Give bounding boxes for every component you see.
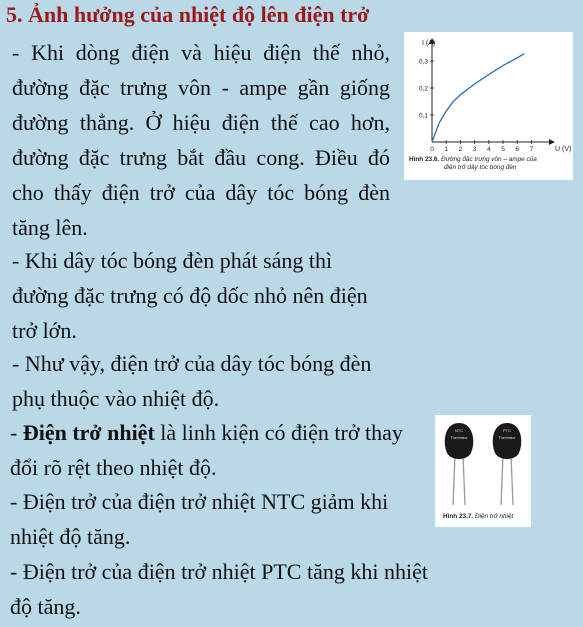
thermistor-photo [435, 415, 531, 515]
thermistor-term: Điện trở nhiệt [22, 420, 155, 445]
iv-curve [432, 54, 524, 142]
ntc-label: NTC [454, 428, 464, 433]
y-tick-label: 0,1 [418, 112, 428, 120]
x-tick-label: 2 [458, 146, 463, 153]
figure-thermistors [435, 415, 531, 527]
figure-iv-characteristic [404, 32, 573, 180]
x-tick-label: 7 [529, 146, 534, 153]
figure1-number: Hình 23.6. [409, 156, 440, 163]
paragraph-ptc: - Điện trở của điện trở nhiệt PTC tăng khi nhiệt độ tăng. [10, 559, 428, 619]
y-tick-label: 0,2 [418, 85, 428, 93]
section-title: 5. Ảnh hưởng của nhiệt độ lên điện trở [6, 2, 370, 27]
y-axis-label: I (A) [422, 40, 436, 47]
definition-text: là linh kiện có điện trở thay đổi rõ rệt theo nhiệt độ. [10, 420, 403, 480]
figure1-caption-line2: điện trở dây tóc bóng đèn [444, 164, 517, 171]
figure2-caption [443, 513, 513, 520]
ptc-label: PTC [503, 428, 511, 433]
paragraph-ntc: - Điện trở của điện trở nhiệt NTC giảm khi nhiệt độ tăng. [10, 489, 389, 549]
figure1-caption-2 [444, 164, 516, 171]
x-tick-label: 6 [515, 146, 520, 153]
x-tick-label: 1 [444, 146, 449, 153]
ntc-sub: Thermistor [450, 436, 468, 440]
paragraph-glowing-filament: - Khi dây tóc bóng đèn phát sáng thì đường đặc trưng có độ dốc nhỏ nên điện trở lớn. [12, 248, 368, 343]
paragraph-iv-curve: - Khi dòng điện và hiệu điện thế nhỏ, đường đặc trưng vôn - ampe gần giống đường thẳng. Ở hiệu điện thế cao hơn, đường đặc trưng bắt đầu cong. Điều đó cho thấy điện trở của dây tóc bóng đèn tăng lên. [12, 40, 390, 240]
x-tick-label: 0 [430, 146, 434, 153]
figure1-caption [409, 156, 537, 163]
x-axis-label: U (V) [555, 146, 572, 153]
ptc-sub: Thermistor [498, 436, 516, 440]
x-tick-label: 4 [486, 146, 491, 153]
figure2-caption-text: Điện trở nhiệt [474, 513, 514, 520]
x-tick-label: 5 [501, 146, 505, 153]
dash: - [10, 420, 23, 445]
y-tick-label: 0,3 [418, 58, 428, 66]
x-tick-label: 3 [472, 146, 477, 153]
figure2-number: Hình 23.7. [443, 513, 474, 520]
paragraph-temperature-dependence: - Như vậy, điện trở của dây tóc bóng đèn phụ thuộc vào nhiệt độ. [12, 351, 372, 411]
paragraph-thermistor-definition [10, 415, 430, 485]
figure1-caption-line1: Đường đặc trưng vôn – ampe của [440, 156, 537, 163]
